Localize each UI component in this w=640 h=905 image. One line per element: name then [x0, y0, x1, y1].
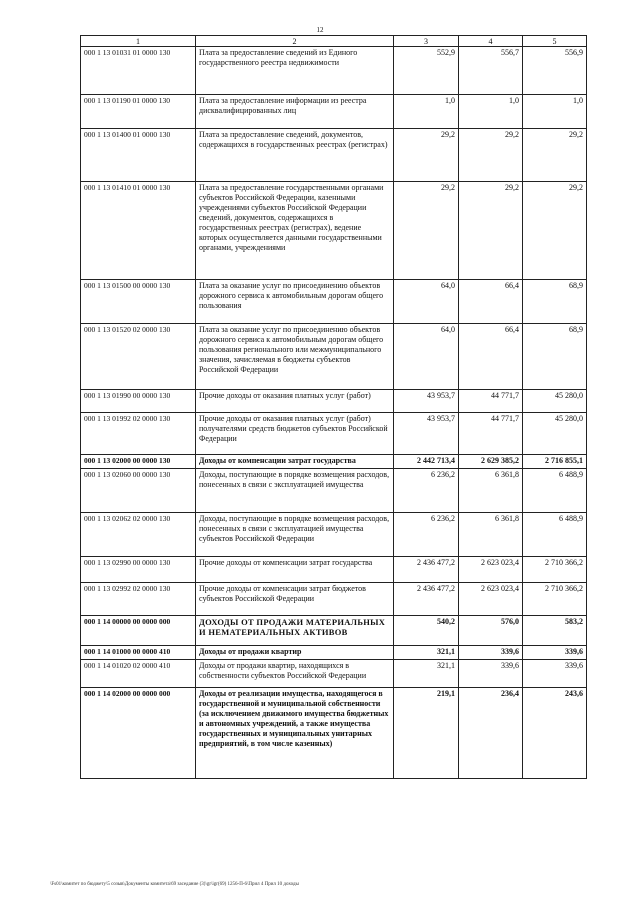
budget-code-cell: 000 1 13 01992 02 0000 130 [81, 413, 196, 455]
value-col3-cell: 43 953,7 [394, 413, 459, 455]
revenue-name-cell: Плата за оказание услуг по присоединению объектов дорожного сервиса к автомобильным дорогам общего пользования [196, 280, 394, 324]
value-col4-cell: 6 361,8 [459, 469, 523, 513]
table-row [81, 182, 587, 280]
value-col3-cell: 6 236,2 [394, 469, 459, 513]
revenue-name-cell: Доходы, поступающие в порядке возмещения расходов, понесенных в связи с эксплуатацией имущества субъектов Российской Федерации [196, 513, 394, 557]
table-row [81, 390, 587, 413]
column-number-4: 4 [459, 36, 523, 47]
value-col3-cell: 321,1 [394, 646, 459, 660]
value-col5-cell: 243,6 [523, 688, 587, 779]
value-col4-cell: 6 361,8 [459, 513, 523, 557]
value-col4-cell: 2 623 023,4 [459, 583, 523, 616]
value-col3-cell: 219,1 [394, 688, 459, 779]
value-col5-cell: 339,6 [523, 660, 587, 688]
revenue-name-cell: Доходы от реализации имущества, находящегося в государственной и муниципальной собственности (за исключением движимого имущества бюджетных и автономных учреждений, а также имущества государственных и муниципальных унитарных предприятий, в том числе казенных) [196, 688, 394, 779]
revenue-name-cell: Плата за предоставление сведений, документов, содержащихся в государственных реестрах (регистрах) [196, 129, 394, 182]
revenue-name-cell: ДОХОДЫ ОТ ПРОДАЖИ МАТЕРИАЛЬНЫХ И НЕМАТЕРИАЛЬНЫХ АКТИВОВ [196, 616, 394, 646]
budget-code-cell: 000 1 13 02000 00 0000 130 [81, 455, 196, 469]
value-col4-cell: 66,4 [459, 280, 523, 324]
table-row [81, 324, 587, 390]
value-col4-cell: 66,4 [459, 324, 523, 390]
value-col5-cell: 68,9 [523, 324, 587, 390]
value-col5-cell: 68,9 [523, 280, 587, 324]
table-row [81, 688, 587, 779]
value-col5-cell: 29,2 [523, 182, 587, 280]
budget-code-cell: 000 1 13 01400 01 0000 130 [81, 129, 196, 182]
column-number-2: 2 [196, 36, 394, 47]
value-col5-cell: 2 710 366,2 [523, 557, 587, 583]
value-col5-cell: 2 716 855,1 [523, 455, 587, 469]
budget-code-cell: 000 1 13 02060 00 0000 130 [81, 469, 196, 513]
value-col3-cell: 29,2 [394, 129, 459, 182]
table-row [81, 469, 587, 513]
value-col4-cell: 2 623 023,4 [459, 557, 523, 583]
revenue-name-cell: Прочие доходы от оказания платных услуг (работ) [196, 390, 394, 413]
table-body [81, 47, 587, 779]
value-col5-cell: 2 710 366,2 [523, 583, 587, 616]
value-col4-cell: 29,2 [459, 129, 523, 182]
value-col4-cell: 29,2 [459, 182, 523, 280]
revenue-name-cell: Доходы от продажи квартир, находящихся в собственности субъектов Российской Федерации [196, 660, 394, 688]
value-col3-cell: 29,2 [394, 182, 459, 280]
value-col3-cell: 2 436 477,2 [394, 557, 459, 583]
budget-code-cell: 000 1 14 02000 00 0000 000 [81, 688, 196, 779]
budget-code-cell: 000 1 13 01410 01 0000 130 [81, 182, 196, 280]
revenue-name-cell: Плата за оказание услуг по присоединению объектов дорожного сервиса к автомобильным дорогам общего пользования регионального или межмуниципального значения, зачисляемая в бюджеты субъектов Российской Федерации [196, 324, 394, 390]
value-col4-cell: 236,4 [459, 688, 523, 779]
value-col3-cell: 1,0 [394, 95, 459, 129]
value-col3-cell: 2 436 477,2 [394, 583, 459, 616]
table-row [81, 280, 587, 324]
value-col3-cell: 321,1 [394, 660, 459, 688]
value-col4-cell: 556,7 [459, 47, 523, 95]
revenue-table [80, 35, 587, 779]
table-row [81, 646, 587, 660]
column-number-5: 5 [523, 36, 587, 47]
revenue-name-cell: Прочие доходы от компенсации затрат государства [196, 557, 394, 583]
column-number-1: 1 [81, 36, 196, 47]
table-row [81, 95, 587, 129]
table-row [81, 129, 587, 182]
budget-code-cell: 000 1 13 01190 01 0000 130 [81, 95, 196, 129]
revenue-name-cell: Прочие доходы от компенсации затрат бюджетов субъектов Российской Федерации [196, 583, 394, 616]
value-col5-cell: 1,0 [523, 95, 587, 129]
value-col4-cell: 2 629 385,2 [459, 455, 523, 469]
table-row [81, 47, 587, 95]
budget-code-cell: 000 1 14 01000 00 0000 410 [81, 646, 196, 660]
revenue-name-cell: Плата за предоставление информации из реестра дисквалифицированных лиц [196, 95, 394, 129]
table-row [81, 557, 587, 583]
value-col5-cell: 6 488,9 [523, 469, 587, 513]
table-row [81, 583, 587, 616]
value-col5-cell: 29,2 [523, 129, 587, 182]
revenue-name-cell: Доходы от компенсации затрат государства [196, 455, 394, 469]
budget-code-cell: 000 1 13 01990 00 0000 130 [81, 390, 196, 413]
value-col4-cell: 339,6 [459, 660, 523, 688]
value-col5-cell: 556,9 [523, 47, 587, 95]
table-row [81, 413, 587, 455]
value-col4-cell: 339,6 [459, 646, 523, 660]
value-col4-cell: 44 771,7 [459, 413, 523, 455]
table-row [81, 660, 587, 688]
table-header [81, 36, 587, 47]
budget-code-cell: 000 1 13 01520 02 0000 130 [81, 324, 196, 390]
file-path-footer: \Fs01\комитет по бюджету\5 созыв\Документы комитета\69 заседание (3)\gr\igr(69) 1256-П-6\Прил 4 Прил 10 доходы [50, 882, 299, 887]
budget-code-cell: 000 1 13 01031 01 0000 130 [81, 47, 196, 95]
revenue-name-cell: Плата за предоставление государственными органами субъектов Российской Федерации, казенными учреждениями субъектов Российской Федерации сведений, документов, содержащихся в государственных реестрах (регистрах), ведение которых осуществляется данными государственными органами, учреждениями [196, 182, 394, 280]
value-col5-cell: 6 488,9 [523, 513, 587, 557]
budget-code-cell: 000 1 14 00000 00 0000 000 [81, 616, 196, 646]
value-col3-cell: 64,0 [394, 324, 459, 390]
value-col5-cell: 45 280,0 [523, 390, 587, 413]
revenue-name-cell: Плата за предоставление сведений из Единого государственного реестра недвижимости [196, 47, 394, 95]
budget-code-cell: 000 1 13 02992 02 0000 130 [81, 583, 196, 616]
table-row [81, 513, 587, 557]
value-col3-cell: 43 953,7 [394, 390, 459, 413]
value-col3-cell: 552,9 [394, 47, 459, 95]
budget-code-cell: 000 1 13 01500 00 0000 130 [81, 280, 196, 324]
page-number: 12 [316, 26, 324, 34]
table-row [81, 616, 587, 646]
budget-code-cell: 000 1 13 02062 02 0000 130 [81, 513, 196, 557]
value-col5-cell: 45 280,0 [523, 413, 587, 455]
revenue-name-cell: Доходы от продажи квартир [196, 646, 394, 660]
value-col5-cell: 583,2 [523, 616, 587, 646]
budget-code-cell: 000 1 13 02990 00 0000 130 [81, 557, 196, 583]
value-col3-cell: 64,0 [394, 280, 459, 324]
value-col3-cell: 2 442 713,4 [394, 455, 459, 469]
value-col4-cell: 44 771,7 [459, 390, 523, 413]
revenue-name-cell: Доходы, поступающие в порядке возмещения расходов, понесенных в связи с эксплуатацией имущества [196, 469, 394, 513]
value-col5-cell: 339,6 [523, 646, 587, 660]
value-col4-cell: 1,0 [459, 95, 523, 129]
revenue-name-cell: Прочие доходы от оказания платных услуг (работ) получателями средств бюджетов субъектов Российской Федерации [196, 413, 394, 455]
table-row [81, 455, 587, 469]
value-col4-cell: 576,0 [459, 616, 523, 646]
value-col3-cell: 540,2 [394, 616, 459, 646]
value-col3-cell: 6 236,2 [394, 513, 459, 557]
budget-code-cell: 000 1 14 01020 02 0000 410 [81, 660, 196, 688]
column-number-3: 3 [394, 36, 459, 47]
